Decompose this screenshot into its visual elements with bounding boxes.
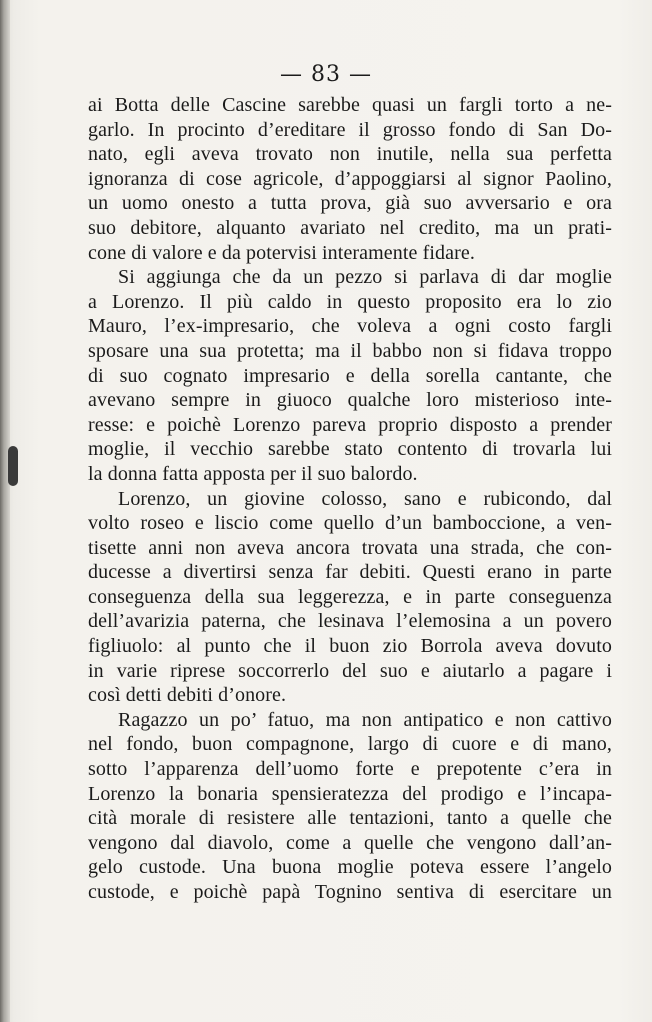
text-line: cità morale di resistere alle tentazioni, tanto a quelle che (88, 807, 612, 830)
text-line: di suo cognato impresario e della sorella cantante, che (88, 364, 612, 387)
text-line: dell’avarizia paterna, che lesinava l’elemosina a un povero (88, 610, 612, 633)
text-line: vengono dal diavolo, come a quelle che vengono dall’an- (88, 831, 612, 854)
binding-edge (0, 0, 10, 1022)
text-line: avevano sempre in giuoco qualche loro misterioso inte- (88, 389, 612, 412)
text-line: ducesse a divertirsi senza far debiti. Questi erano in parte (88, 561, 612, 584)
text-line: così detti debiti d’onore. (88, 684, 287, 707)
text-line: sposare una sua protetta; ma il babbo non si fidava troppo (88, 339, 612, 362)
text-line: Si aggiunga che da un pezzo si parlava di dar moglie (118, 266, 612, 289)
text-line: suo debitore, alquanto avariato nel credito, ma un prati- (88, 216, 612, 239)
text-line: figliuolo: al punto che il buon zio Borrola aveva dovuto (88, 635, 612, 658)
text-line: custode, e poichè papà Tognino sentiva di esercitare un (88, 881, 612, 903)
binding-mark (8, 446, 18, 486)
text-line: resse: e poichè Lorenzo pareva proprio disposto a prender (88, 413, 612, 436)
text-line: cone di valore e da potervisi interamente fidare. (88, 241, 475, 264)
text-line: garlo. In procinto d’ereditare il grosso fondo di San Do- (88, 118, 612, 141)
text-line: Mauro, l’ex-impresario, che voleva a ogni costo fargli (88, 315, 612, 338)
text-line: gelo custode. Una buona moglie poteva essere l’angelo (88, 856, 612, 879)
text-line: un uomo onesto a tutta prova, già suo avversario e ora (88, 192, 612, 215)
text-line: Ragazzo un po’ fatuo, ma non antipatico e non cattivo (118, 708, 612, 731)
text-line: in varie riprese soccorrerlo del suo e aiutarlo a pagare i (88, 659, 612, 682)
text-line: conseguenza della sua leggerezza, e in parte conseguenza (88, 585, 612, 608)
text-line: sotto l’apparenza dell’uomo forte e prepotente c’era in (88, 758, 612, 781)
text-line: la donna fatta apposta per il suo balordo. (88, 462, 418, 485)
text-line: ignoranza di cose agricole, d’appoggiarsi al signor Paolino, (88, 167, 612, 190)
text-line: a Lorenzo. Il più caldo in questo proposito era lo zio (88, 290, 612, 313)
text-line: Lorenzo, un giovine colosso, sano e rubicondo, dal (118, 487, 612, 510)
page-number: — 83 — (280, 62, 372, 87)
text-line: nato, egli aveva trovato non inutile, nella sua perfetta (88, 143, 612, 166)
text-line: volto roseo e liscio come quello d’un bamboccione, a ven- (88, 512, 612, 535)
body-text (88, 93, 612, 905)
text-line: tisette anni non aveva ancora trovata una strada, che con- (88, 536, 612, 559)
text-line: nel fondo, buon compagnone, largo di cuore e di mano, (88, 733, 612, 756)
text-line: ai Botta delle Cascine sarebbe quasi un fargli torto a ne- (88, 94, 612, 116)
text-line: moglie, il vecchio sarebbe stato contento di trovarla lui (88, 438, 612, 461)
text-line: Lorenzo la bonaria spensieratezza del prodigo e l’incapa- (88, 782, 612, 805)
